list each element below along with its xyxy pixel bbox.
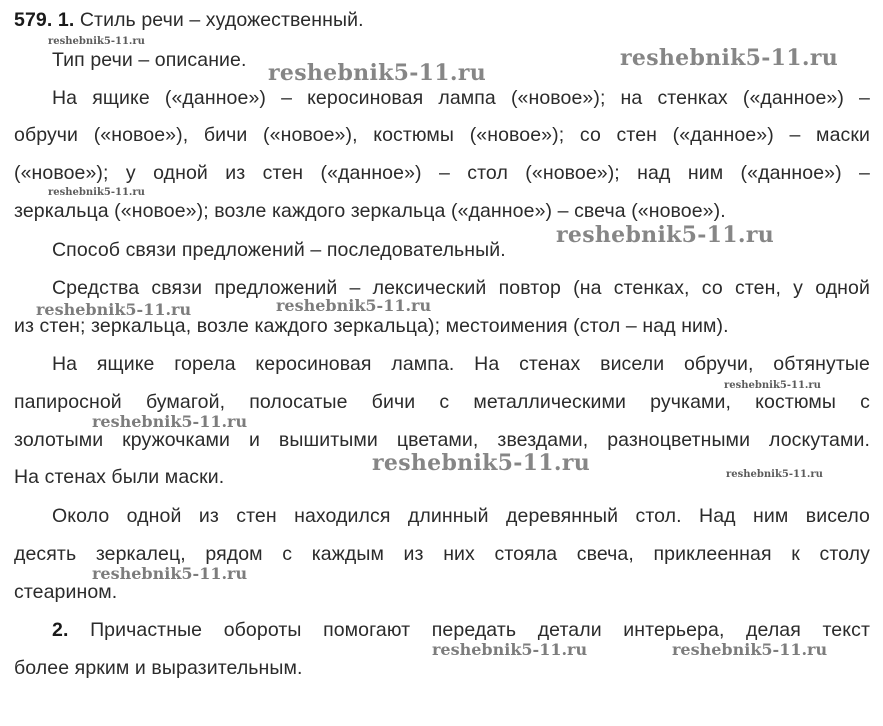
watermark: reshebnik5-11.ru xyxy=(726,469,823,480)
paragraph-line: зеркальца («новое»); возле каждого зеркальца («данное») – свеча («новое»). xyxy=(14,200,726,222)
task-text: Причастные обороты помогают передать детали интерьера, делая текст xyxy=(90,619,870,641)
watermark: reshebnik5-11.ru xyxy=(432,640,588,659)
watermark: reshebnik5-11.ru xyxy=(48,36,145,47)
text-type-line: Тип речи – описание. xyxy=(52,49,247,71)
paragraph-line: Около одной из стен находился длинный деревянный стол. Над ним висело xyxy=(52,505,870,527)
exercise-heading xyxy=(14,8,364,32)
task-number: 2. xyxy=(52,619,69,641)
paragraph-line: золотыми кружочками и вышитыми цветами, звездами, разноцветными лоскутами. xyxy=(14,429,870,451)
watermark: reshebnik5-11.ru xyxy=(276,296,432,315)
watermark: reshebnik5-11.ru xyxy=(724,380,821,391)
watermark: reshebnik5-11.ru xyxy=(672,640,828,659)
paragraph-line: стеарином. xyxy=(14,581,118,603)
connection-method-line: Способ связи предложений – последовательный. xyxy=(52,239,506,261)
paragraph-line: из стен; зеркальца, возле каждого зеркальца); местоимения (стол – над ним). xyxy=(14,315,729,337)
watermark: reshebnik5-11.ru xyxy=(36,300,192,319)
watermark: reshebnik5-11.ru xyxy=(92,412,248,431)
paragraph-line: На стенах были маски. xyxy=(14,466,225,488)
watermark: reshebnik5-11.ru xyxy=(48,187,145,198)
exercise-number: 579. 1. xyxy=(14,9,75,31)
watermark: reshebnik5-11.ru xyxy=(92,564,248,583)
paragraph-line: более ярким и выразительным. xyxy=(14,657,303,679)
style-line: Стиль речи – художественный. xyxy=(79,9,364,31)
paragraph-line: десять зеркалец, рядом с каждым из них стояла свеча, приклеенная к столу xyxy=(14,543,870,565)
task-two-line xyxy=(52,618,870,642)
paragraph-line: («новое»); у одной из стен («данное») – стол («новое»); над ним («данное») – xyxy=(14,162,870,184)
watermark: reshebnik5-11.ru xyxy=(556,222,775,248)
watermark: reshebnik5-11.ru xyxy=(372,450,591,476)
watermark: reshebnik5-11.ru xyxy=(268,60,487,86)
paragraph-line: На ящике горела керосиновая лампа. На стенах висели обручи, обтянутые xyxy=(52,353,870,375)
paragraph-line: На ящике («данное») – керосиновая лампа («новое»); на стенках («данное») – xyxy=(52,87,870,109)
paragraph-line: обручи («новое»), бичи («новое»), костюмы («новое»); со стен («данное») – маски xyxy=(14,124,870,146)
paragraph-line: папиросной бумагой, полосатые бичи с металлическими ручками, костюмы с xyxy=(14,391,870,413)
watermark: reshebnik5-11.ru xyxy=(620,45,839,71)
paragraph-line: Средства связи предложений – лексический повтор (на стенках, со стен, у одной xyxy=(52,277,870,299)
